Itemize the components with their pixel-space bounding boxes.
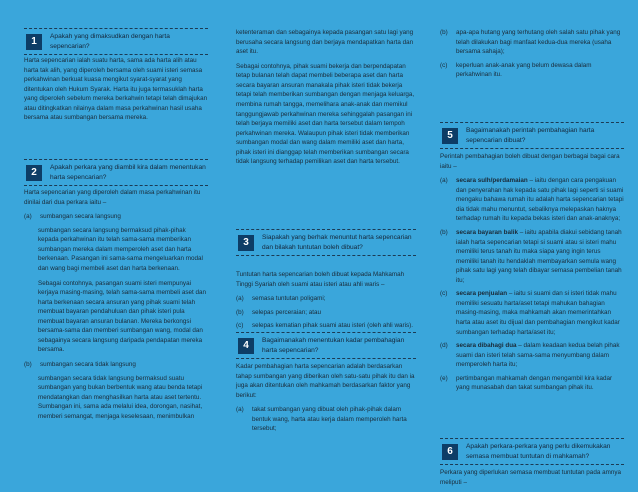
question-1-body: Harta sepencarian ialah suatu harta, sama ada harta alih atau harta tak alih, yang diperoleh bersama oleh suami isteri semasa perkahwinan berkuat kuasa mengikut syarat-syarat yang ditentukan oleh Hukum Syarak. Harta itu juga termasuklah harta yang diperoleh sebelum mereka berkahwin tetapi telah dimajukan atau ditingkatkan nilainya dalam masa perkahwinan hasil usaha bersama atau sumbangan bersama mereka. [24, 57, 208, 122]
question-3-header [236, 229, 416, 256]
question-3-item-b [236, 308, 416, 318]
item-text: – iaitu apabila diakui sebidang tanah ialah harta sepencarian tetapi si suami atau si isteri mahu memiliki terus tanah itu maka siapa yang ingin terus memiliki tanah itu hendaklah membayarkan semula wang pihak satu lagi yang telah dibayar semasa pembelian tanah itu; [456, 228, 622, 284]
item-title: sumbangan secara tidak langsung [40, 361, 136, 368]
question-1-title: Apakah yang dimaksudkan dengan harta sepencarian? [50, 33, 170, 50]
question-2-answer [24, 188, 208, 426]
question-6-number: 6 [442, 444, 458, 460]
question-5-item-a [440, 176, 624, 224]
question-2-item-a-para-1: sumbangan secara langsung bermaksud pihak-pihak kepada perkahwinan itu telah sama-sama memberikan sumbangan mereka dalam memperoleh aset dan harta berkenaan. Pasangan ini sama-sama mengeluarkan modal dan wang bagi membeli aset dan harta berkenaan. [38, 226, 203, 272]
continuation-para-2: Sebagai contohnya, pihak suami bekerja dan berpendapatan tetap bulanan telah dapat membeli beberapa aset dan harta secara bayaran ansuran manakala pihak isteri tidak bekerja tetapi telah memberikan sumbangan dengan menjaga keluarga, membina rumah tangga, memelihara anak-anak dan memikul tanggungjawab perkahwinan mereka sehinggalah pasangan ini telah berjaya memiliki aset dan harta tersebut dalam tempoh perkahwinan mereka. Walaupun pihak isteri tidak memberikan sumbangan modal dan wang dalam memiliki aset dan harta, pihak isteri ini dianggap telah memberikan sumbangan secara tidak langsung terhadap pemilikan aset dan harta tersebut. [236, 62, 415, 166]
question-4-header [236, 332, 416, 359]
question-6-title: Apakah perkara-perkara yang perlu dikemukakan semasa membuat tuntutan di mahkamah? [466, 443, 611, 460]
question-3-number: 3 [238, 235, 254, 251]
question-6-answer [440, 468, 624, 492]
continuation-para-1: ketenteraman dan sebagainya kepada pasangan satu lagi yang berusaha secara langsung dan berjaya mendapatkan harta dan aset itu. [236, 29, 414, 56]
column-left [24, 0, 208, 490]
question-5-number: 5 [442, 128, 458, 144]
item-text: apa-apa hutang yang terhutang oleh salah satu pihak yang telah dilakukan bagi manfaat kedua-dua mereka (usaha bersama sahaja); [456, 29, 621, 56]
question-4-title: Bagaimanakah menentukan kadar pembahagian harta sepencarian? [262, 337, 405, 354]
item-label: (a) [24, 213, 32, 221]
question-4-answer [236, 362, 416, 438]
question-5-item-b [440, 228, 624, 285]
item-text: keperluan anak-anak yang belum dewasa dalam perkahwinan itu. [456, 61, 592, 79]
item-text: takat sumbangan yang dibuat oleh pihak-pihak dalam bentuk wang, harta atau kerja dalam memperoleh harta tersebut; [252, 406, 407, 433]
column-right [440, 0, 624, 490]
question-2-title: Apakah perkara yang diambil kira dalam menentukan harta sepencarian? [50, 164, 206, 181]
item-text: – dalam keadaan kedua belah pihak suami dan isteri telah sama-sama menyumbang dalam memperoleh harta itu; [456, 342, 620, 369]
question-4-item-c [440, 61, 624, 80]
question-5-item-c [440, 289, 624, 337]
question-2-body: Harta sepencarian yang diperoleh dalam masa perkahwinan itu dinilai dari dua perkara iaitu – [24, 189, 201, 206]
item-label: (a) [236, 295, 244, 303]
item-label: (a) [440, 177, 448, 185]
item-title: secara dibahagi dua [456, 342, 517, 350]
question-4-body: Kadar pembahagian harta sepencarian adalah berdasarkan tahap sumbangan yang diberikan oleh satu-satu pihak itu dan ia juga akan ditentukan oleh mahkamah berdasarkan faktor yang berikut: [236, 363, 415, 399]
item-title: sumbangan secara langsung [40, 213, 121, 221]
question-6-header [440, 438, 624, 465]
question-1-number: 1 [26, 34, 42, 50]
item-label: (b) [24, 361, 32, 368]
question-5-answer [440, 152, 624, 397]
item-text: – iaitu dengan cara pengakuan dan penyerahan hak kepada satu pihak lagi seperti si suami mengaku bahawa rumah itu adalah harta sepencarian tetapi dia tidak mahu menuntut, sebaliknya melepaskan haknya terhadap rumah itu kepada bekas isteri dan anak-anaknya; [456, 177, 624, 223]
item-text: selepas kematian pihak suami atau isteri (oleh ahli waris). [252, 322, 413, 330]
item-text: selepas perceraian; atau [252, 308, 321, 316]
question-2-number: 2 [26, 165, 42, 181]
item-title: secara bayaran balik [456, 228, 518, 236]
item-label: (c) [236, 322, 244, 330]
question-2-item-b [24, 360, 208, 370]
question-5-header [440, 122, 624, 149]
item-text: pertimbangan mahkamah dengan mengambil kira kadar yang munasabah dan takat sumbangan pihak itu. [456, 374, 613, 392]
item-text: – iaitu si suami dan si isteri tidak mahu memiliki sesuatu harta/aset tetapi mahukan bahagian masing-masing, maka mahkamah akan memerintahkan harta atau aset itu dijual dan pembahagian mengikut kadar sumbangan terhadap harta/aset itu; [456, 290, 620, 336]
column-middle [236, 0, 416, 490]
question-2-header [24, 159, 208, 186]
question-4-continuation [440, 28, 624, 84]
question-5-body: Perintah pembahagian boleh dibuat dengan berbagai bagai cara iaitu – [440, 153, 620, 170]
question-4-item-b [440, 28, 624, 57]
question-3-title: Siapakah yang berhak menuntut harta sepencarian dan bilakah tuntutan boleh dibuat? [262, 234, 412, 251]
question-2-item-a [24, 212, 208, 222]
item-label: (c) [440, 61, 448, 69]
item-label: (b) [236, 308, 244, 316]
item-label: (e) [440, 374, 448, 382]
item-label: (d) [440, 342, 448, 350]
question-3-item-a [236, 294, 416, 304]
item-label: (b) [440, 228, 448, 236]
question-5-item-d [440, 341, 624, 370]
question-1-answer [24, 56, 208, 128]
question-3-body: Tuntutan harta sepencarian boleh dibuat kepada Mahkamah Tinggi Syariah oleh suami atau isteri atau ahli waris – [236, 271, 405, 288]
question-2-item-b-para-1: sumbangan secara tidak langsung bermaksud suatu sumbangan yang bukan berbentuk wang atau benda tetapi mendatangkan dan menghasilkan harta atau aset tertentu. Sumbangan ini, sama ada melalui idea, dorongan, nasihat, memberi semangat, menjaga keselesaan, menimbulkan [38, 374, 203, 420]
question-2-item-a-para-2: Sebagai contohnya, pasangan suami isteri mempunyai kerjaya masing-masing, telah sama-sama membeli aset dan harta berkenaan secara ansuran yang pihak suami telah membuat bayaran pendahuluan dan pihak isteri pula membuat bayaran ansuran bulanan. Mereka berkongsi bersama-sama dan memberi sumbangan wang, modal dan sebagainya secara langsung daripada pendapatan mereka bersama. [38, 279, 206, 354]
question-5-item-e [440, 374, 624, 393]
item-label: (b) [440, 29, 448, 36]
item-label: (c) [440, 290, 448, 298]
item-text: semasa tuntutan poligami; [252, 295, 326, 303]
question-4-item-a [236, 405, 416, 434]
question-6-body: Perkara yang diperlukan semasa membuat tuntutan pada amnya meliputi – [440, 469, 621, 486]
item-title: secara sulh/perdamaian [456, 177, 528, 185]
column-middle-continuation [236, 28, 416, 172]
question-1-header [24, 28, 208, 55]
question-3-item-c [236, 321, 416, 331]
question-4-number: 4 [238, 338, 254, 354]
item-title: secara penjualan [456, 290, 508, 298]
question-3-answer [236, 270, 416, 335]
question-5-title: Bagaimanakah perintah pembahagian harta sepencarian dibuat? [466, 127, 595, 144]
item-label: (a) [236, 406, 244, 414]
